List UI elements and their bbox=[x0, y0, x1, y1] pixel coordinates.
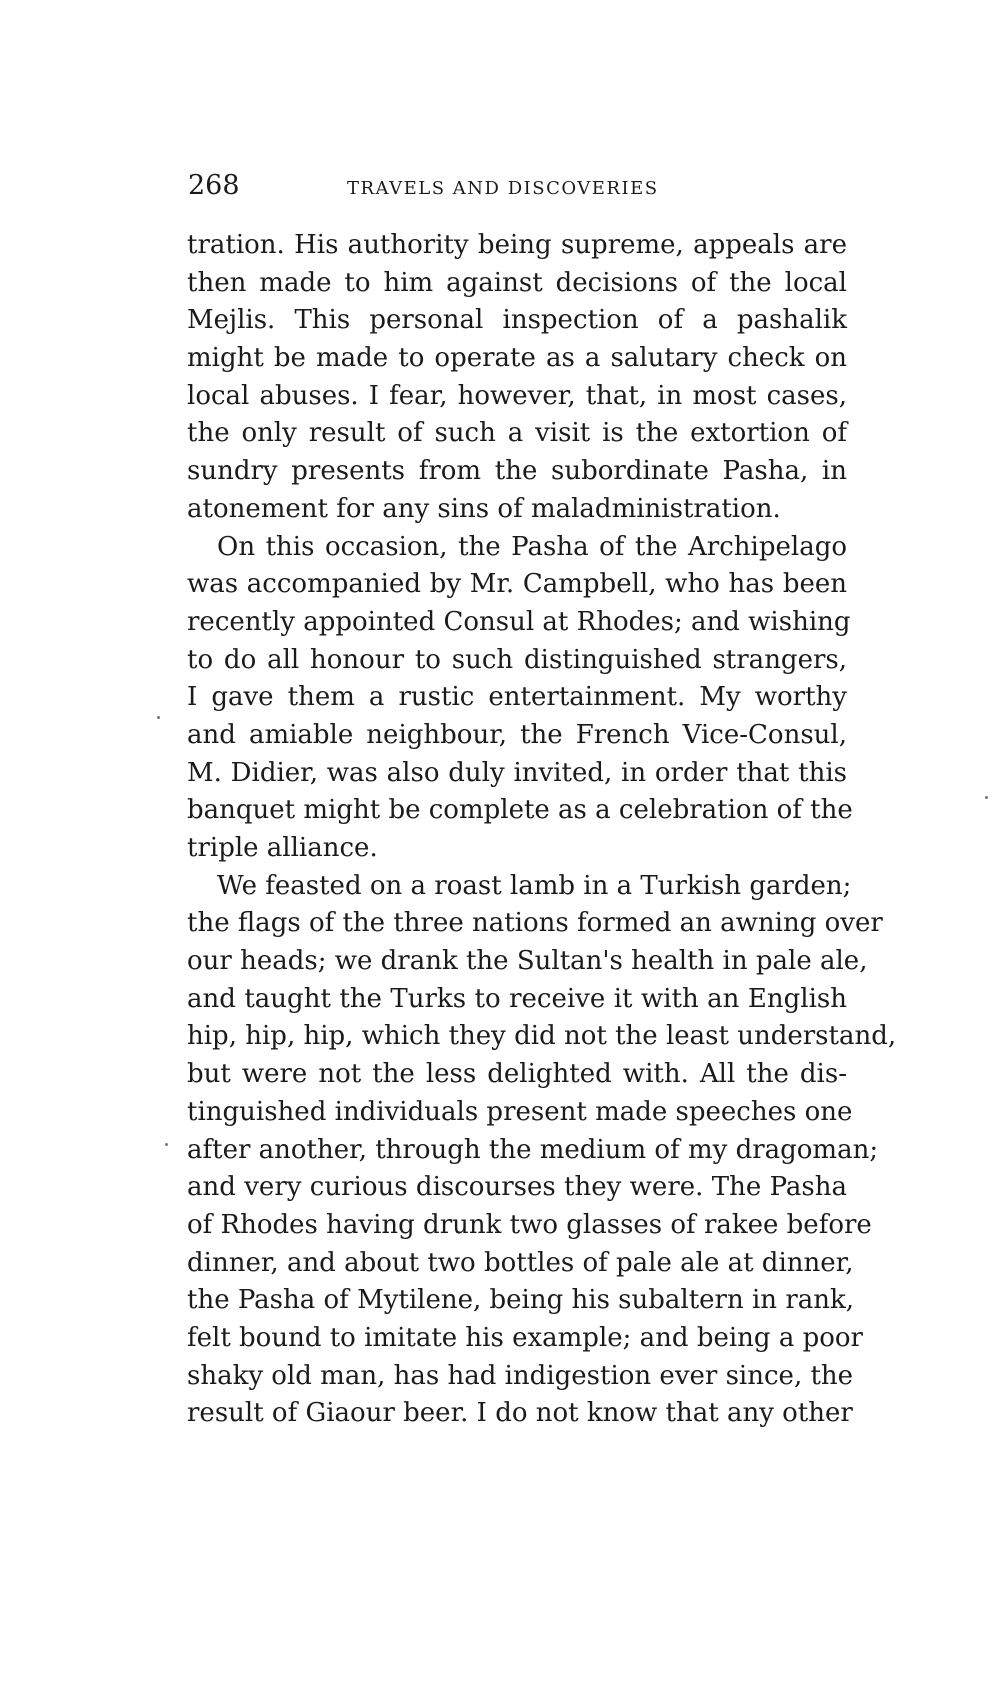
paragraph-start-line: On this occasion, the Pasha of the Archipelago bbox=[217, 531, 847, 562]
text-line: triple alliance. bbox=[187, 833, 378, 863]
text-line: banquet might be complete as a celebration of the bbox=[187, 795, 853, 826]
text-line: dinner, and about two bottles of pale ale at dinner, bbox=[187, 1247, 854, 1278]
text-line: sundry presents from the subordinate Pasha, in bbox=[187, 456, 847, 487]
body-text bbox=[187, 227, 897, 1433]
text-line: and taught the Turks to receive it with an English bbox=[187, 983, 847, 1014]
text-line: tinguished individuals present made speeches one bbox=[187, 1096, 853, 1127]
running-head bbox=[180, 170, 850, 210]
text-line: to do all honour to such distinguished strangers, bbox=[187, 644, 847, 675]
text-line: local abuses. I fear, however, that, in most cases, bbox=[187, 380, 847, 411]
text-line: hip, hip, hip, which they did not the least understand, bbox=[187, 1021, 897, 1052]
text-line: M. Didier, was also duly invited, in order that this bbox=[187, 757, 847, 788]
text-line: then made to him against decisions of the local bbox=[187, 267, 847, 298]
text-line: of Rhodes having drunk two glasses of rakee before bbox=[187, 1209, 872, 1240]
text-line: shaky old man, has had indigestion ever since, the bbox=[187, 1360, 854, 1391]
text-line: might be made to operate as a salutary check on bbox=[187, 343, 847, 374]
text-line: was accompanied by Mr. Campbell, who has been bbox=[187, 569, 847, 600]
text-line: and very curious discourses they were. The Pasha bbox=[187, 1172, 847, 1203]
paper-speck bbox=[985, 796, 988, 799]
paper-speck bbox=[165, 1143, 168, 1146]
paragraph-start-line: We feasted on a roast lamb in a Turkish garden; bbox=[217, 870, 852, 901]
text-line: recently appointed Consul at Rhodes; and wishing bbox=[187, 606, 851, 637]
page-number: 268 bbox=[188, 170, 240, 201]
text-line: and amiable neighbour, the French Vice-Consul, bbox=[187, 719, 847, 750]
text-line: the only result of such a visit is the extortion of bbox=[187, 418, 847, 449]
text-line: the Pasha of Mytilene, being his subaltern in rank, bbox=[187, 1285, 855, 1316]
text-line: I gave them a rustic entertainment. My worthy bbox=[187, 682, 847, 713]
text-line: result of Giaour beer. I do not know that any other bbox=[187, 1398, 853, 1429]
text-line: but were not the less delighted with. All the dis- bbox=[187, 1059, 847, 1090]
running-title: TRAVELS AND DISCOVERIES bbox=[347, 178, 659, 199]
text-line: atonement for any sins of maladministration. bbox=[187, 493, 781, 524]
text-line: our heads; we drank the Sultan's health in pale ale, bbox=[187, 946, 868, 977]
paper-speck bbox=[157, 716, 160, 719]
text-line: after another, through the medium of my dragoman; bbox=[187, 1134, 879, 1165]
text-line: Mejlis. This personal inspection of a pashalik bbox=[187, 305, 847, 336]
text-line: tration. His authority being supreme, appeals are bbox=[187, 230, 847, 260]
text-line: felt bound to imitate his example; and being a poor bbox=[187, 1322, 863, 1353]
text-line: the flags of the three nations formed an awning over bbox=[187, 908, 883, 939]
